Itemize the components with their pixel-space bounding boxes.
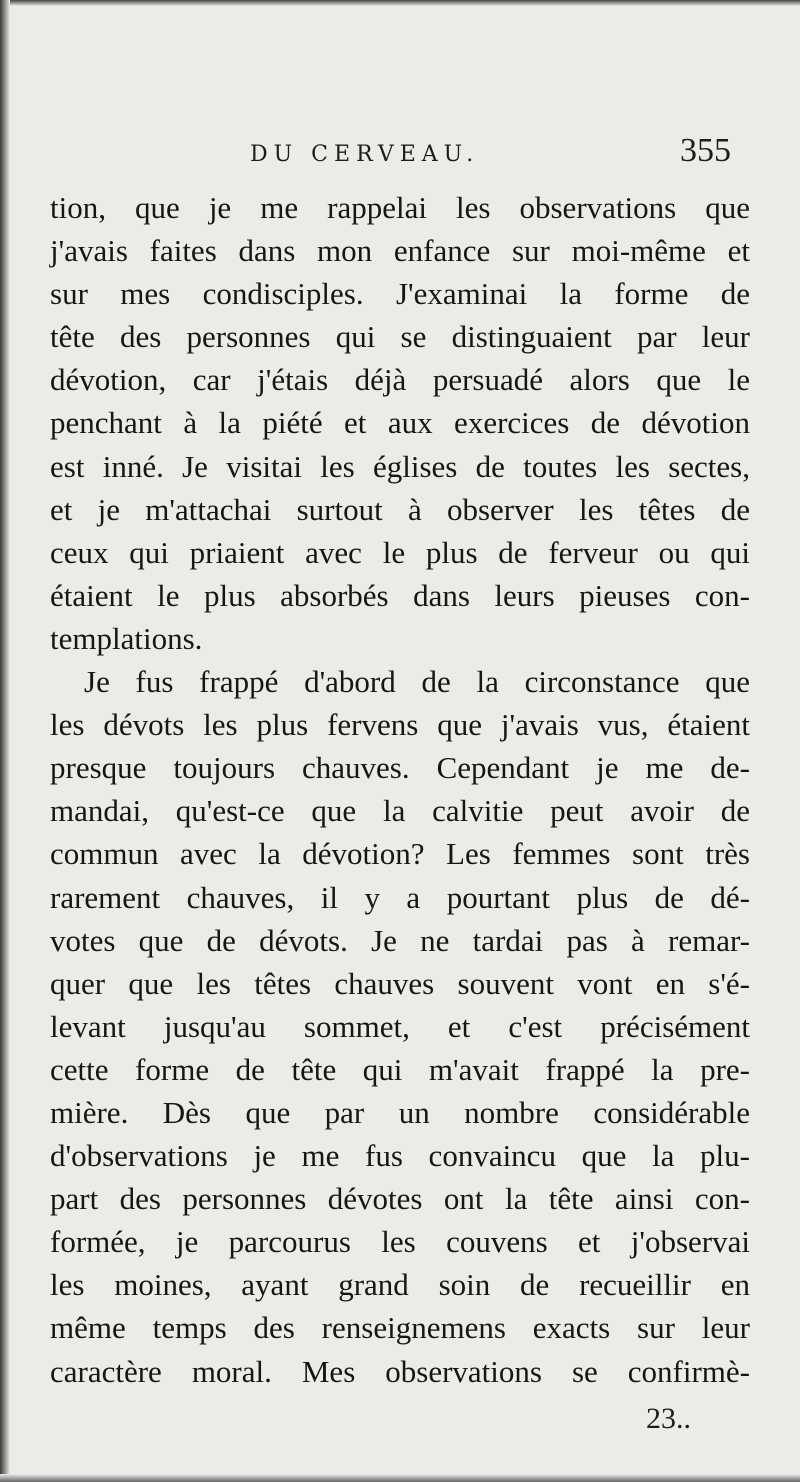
text-line: penchant à la piété et aux exercices de dévotion <box>50 405 750 441</box>
text-line: levant jusqu'au sommet, et c'est précisément <box>50 1008 750 1044</box>
page-edge-left <box>0 0 10 1482</box>
page-edge-top <box>0 0 800 6</box>
page-number: 355 <box>680 132 731 169</box>
text-line: tête des personnes qui se distinguaient par leur <box>50 319 750 355</box>
signature-mark: 23.. <box>646 1402 691 1435</box>
body-text <box>50 186 750 1393</box>
text-line: mière. Dès que par un nombre considérable <box>50 1094 750 1130</box>
text-line-paragraph-end: templations. <box>50 620 203 656</box>
text-line: sur mes condisciples. J'examinai la forme de <box>50 276 750 312</box>
running-head: DU CERVEAU. <box>250 142 480 167</box>
text-line: ceux qui priaient avec le plus de ferveur ou qui <box>50 534 750 570</box>
text-line: j'avais faites dans mon enfance sur moi-même et <box>50 233 750 269</box>
text-line: quer que les têtes chauves souvent vont en s'é- <box>50 965 750 1001</box>
text-line: formée, je parcourus les couvens et j'observai <box>50 1224 750 1260</box>
page-edge-bottom <box>0 1474 800 1482</box>
text-line: commun avec la dévotion? Les femmes sont très <box>50 836 750 872</box>
text-line: cette forme de tête qui m'avait frappé la pre- <box>50 1051 750 1087</box>
text-line: d'observations je me fus convaincu que la plu- <box>50 1138 750 1174</box>
text-line: part des personnes dévotes ont la tête ainsi con- <box>50 1181 750 1217</box>
text-line: votes que de dévots. Je ne tardai pas à remar- <box>50 922 750 958</box>
text-line: dévotion, car j'étais déjà persuadé alors que le <box>50 362 750 398</box>
text-line: les moines, ayant grand soin de recueillir en <box>50 1267 750 1303</box>
text-line: est inné. Je visitai les églises de toutes les sectes, <box>50 448 750 484</box>
text-line: même temps des renseignemens exacts sur leur <box>50 1310 750 1346</box>
text-line: caractère moral. Mes observations se confirmè- <box>50 1353 750 1389</box>
text-line: étaient le plus absorbés dans leurs pieuses con- <box>50 577 750 613</box>
text-line: et je m'attachai surtout à observer les têtes de <box>50 491 750 527</box>
text-line: les dévots les plus fervens que j'avais vus, étaient <box>50 707 750 743</box>
text-line: rarement chauves, il y a pourtant plus de dé- <box>50 879 750 915</box>
text-line: presque toujours chauves. Cependant je me de- <box>50 750 750 786</box>
text-line: mandai, qu'est-ce que la calvitie peut avoir de <box>50 793 750 829</box>
text-line: tion, que je me rappelai les observations que <box>50 190 750 225</box>
text-line-paragraph-start: Je fus frappé d'abord de la circonstance que <box>84 664 750 700</box>
